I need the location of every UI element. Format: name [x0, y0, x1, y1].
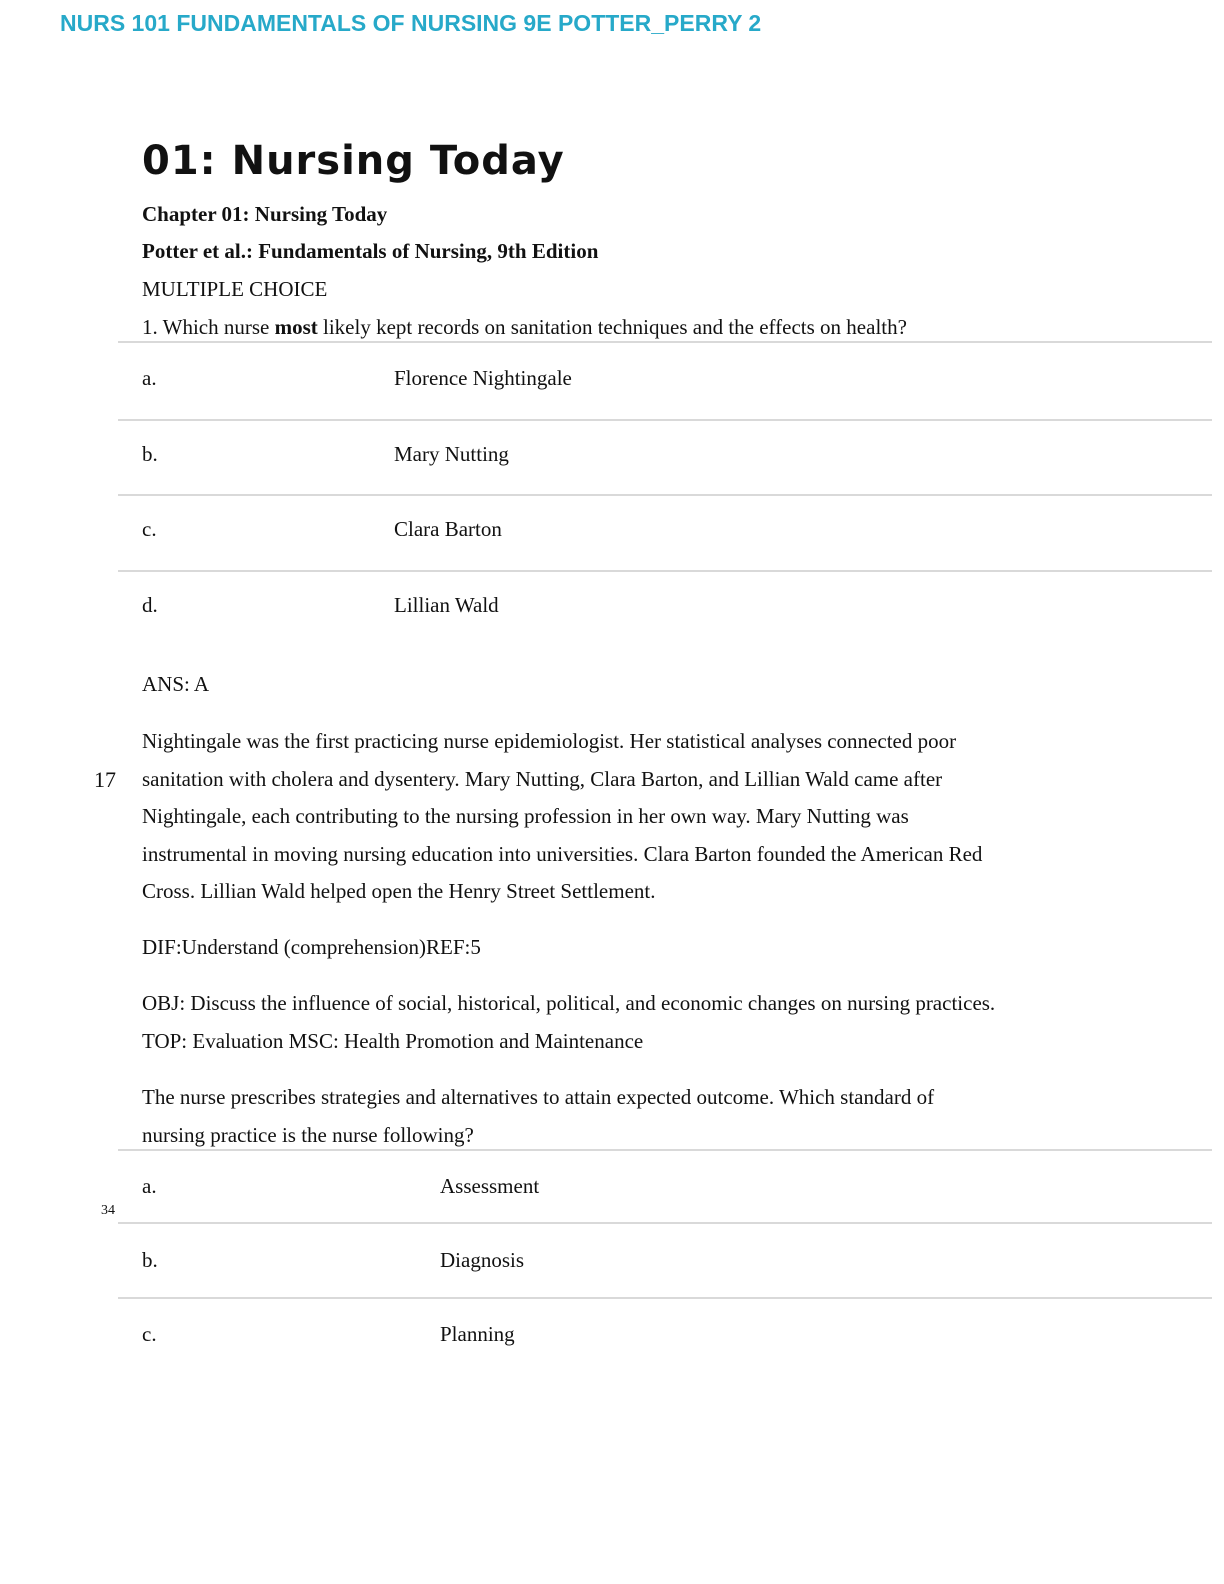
question-1-stem-emphasis: most	[274, 315, 318, 339]
option-divider	[118, 494, 1212, 496]
option-divider	[118, 341, 1212, 343]
question-1-stem	[142, 315, 907, 340]
question-1-stem-prefix: 1. Which nurse	[142, 315, 275, 339]
option-divider	[118, 1149, 1212, 1151]
chapter-heading: 01: Nursing Today	[142, 138, 565, 184]
option-divider	[118, 1222, 1212, 1224]
question-1-answer: ANS: A	[142, 672, 210, 696]
question-1-option-d-text: Lillian Wald	[394, 593, 499, 617]
question-2-stem-line: The nurse prescribes strategies and alternatives to attain expected outcome. Which standard of	[142, 1085, 935, 1109]
rationale-line: Nightingale was the first practicing nurse epidemiologist. Her statistical analyses connected poor	[142, 729, 957, 753]
rationale-line: sanitation with cholera and dysentery. Mary Nutting, Clara Barton, and Lillian Wald came after	[142, 766, 943, 791]
rationale-line: Nightingale, each contributing to the nursing profession in her own way. Mary Nutting was	[142, 804, 909, 828]
question-1-option-a-letter: a.	[142, 366, 157, 390]
option-divider	[118, 419, 1212, 421]
question-2-option-c-letter: c.	[142, 1322, 157, 1346]
question-2-option-b-letter: b.	[142, 1248, 158, 1272]
option-divider	[118, 570, 1212, 572]
question-1-option-d-letter: d.	[142, 593, 158, 617]
question-1-option-c-letter: c.	[142, 517, 157, 541]
margin-page-number: 34	[101, 1203, 115, 1218]
question-1-stem-suffix: likely kept records on sanitation techniques and the effects on health?	[317, 315, 907, 339]
question-1-option-c-text: Clara Barton	[394, 517, 502, 541]
rationale-line: Cross. Lillian Wald helped open the Henry Street Settlement.	[142, 879, 656, 903]
question-1-topic-msc: TOP: Evaluation MSC: Health Promotion and Maintenance	[142, 1029, 644, 1053]
rationale-line: instrumental in moving nursing education into universities. Clara Barton founded the American Red	[142, 841, 983, 866]
question-1-difficulty-reference: DIF:Understand (comprehension)REF:5	[142, 935, 481, 959]
question-1-rationale	[142, 723, 982, 911]
question-1-objective: OBJ: Discuss the influence of social, historical, political, and economic changes on nursing practices.	[142, 991, 996, 1015]
option-divider	[118, 1297, 1212, 1299]
question-1-option-a-text: Florence Nightingale	[394, 366, 572, 390]
question-1-option-b-text: Mary Nutting	[394, 442, 509, 466]
book-citation: Potter et al.: Fundamentals of Nursing, 9th Edition	[142, 239, 599, 263]
question-2-option-a-text: Assessment	[440, 1174, 540, 1198]
margin-page-number: 17	[94, 767, 116, 792]
question-2-option-c-text: Planning	[440, 1322, 515, 1346]
chapter-subtitle: Chapter 01: Nursing Today	[142, 202, 388, 226]
question-2-option-b-text: Diagnosis	[440, 1248, 524, 1272]
question-2-stem	[142, 1079, 934, 1154]
section-label: MULTIPLE CHOICE	[142, 277, 328, 301]
question-2-option-a-letter: a.	[142, 1174, 157, 1198]
document-header-title: NURS 101 FUNDAMENTALS OF NURSING 9E POTTER_PERRY 2	[60, 10, 762, 36]
question-1-option-b-letter: b.	[142, 442, 158, 466]
question-2-stem-line: nursing practice is the nurse following?	[142, 1122, 474, 1147]
